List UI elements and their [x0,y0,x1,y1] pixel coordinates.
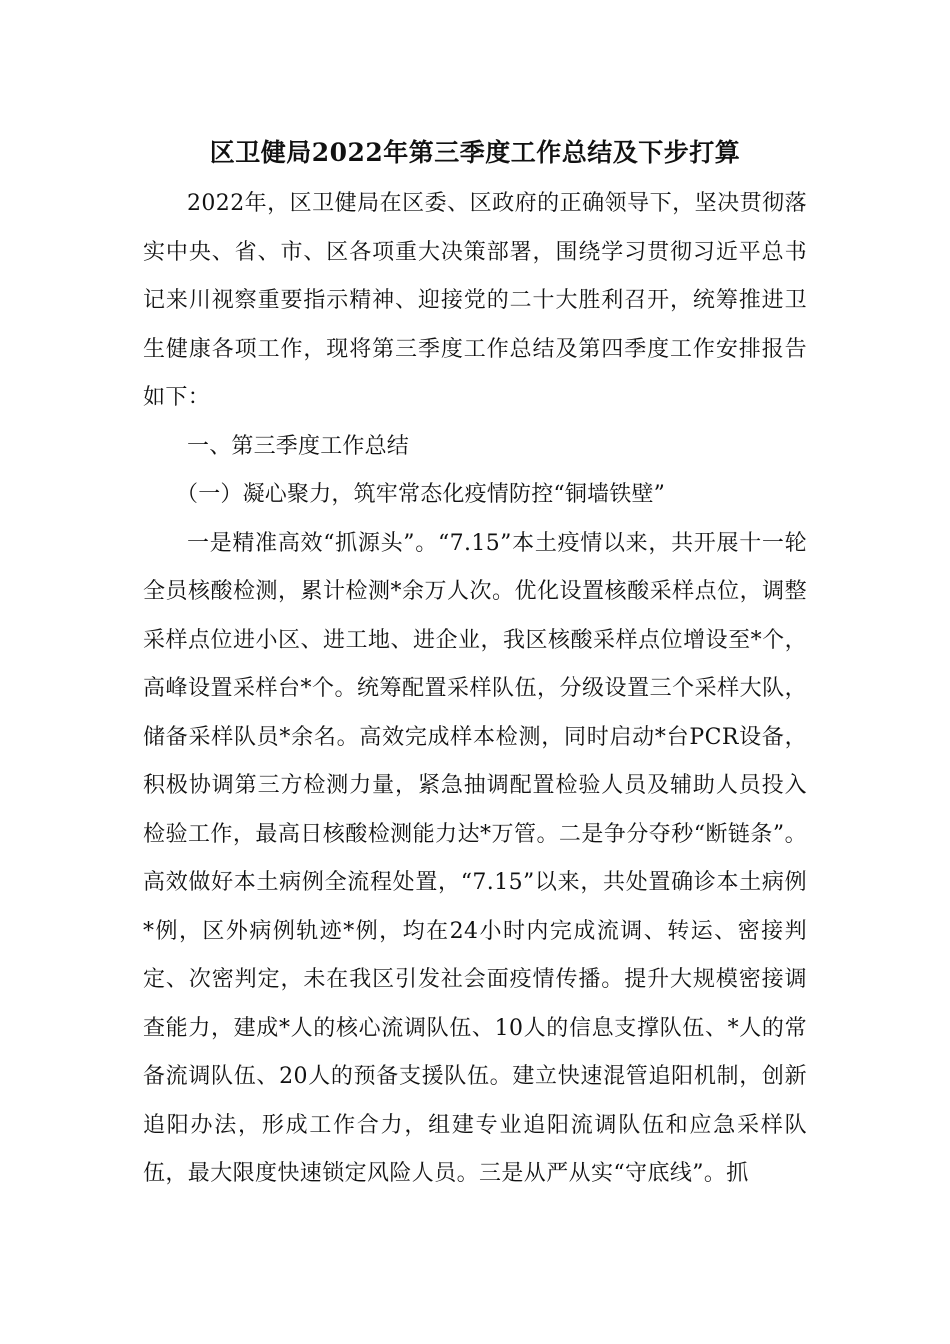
body-paragraph: 一是精准高效“抓源头”。“7.15”本土疫情以来，共开展十一轮全员核酸检测，累计检测*余万人次。优化设置核酸采样点位，调整采样点位进小区、进工地、进企业，我区核酸采样点位增设至*个，高峰设置采样台*个。统筹配置采样队伍，分级设置三个采样大队，储备采样队员*余名。高效完成样本检测，同时启动*台PCR设备，积极协调第三方检测力量，紧急抽调配置检验人员及辅助人员投入检验工作，最高日核酸检测能力达*万管。二是争分夺秒“断链条”。高效做好本土病例全流程处置，“7.15”以来，共处置确诊本土病例*例，区外病例轨迹*例，均在24小时内完成流调、转运、密接判定、次密判定，未在我区引发社会面疫情传播。提升大规模密接调查能力，建成*人的核心流调队伍、10人的信息支撑队伍、*人的常备流调队伍、20人的预备支援队伍。建立快速混管追阳机制，创新追阳办法，形成工作合力，组建专业追阳流调队伍和应急采样队伍，最大限度快速锁定风险人员。三是从严从实“守底线”。抓 [143,530,807,1186]
intro-paragraph: 2022年，区卫健局在区委、区政府的正确领导下，坚决贯彻落实中央、省、市、区各项重大决策部署，围绕学习贯彻习近平总书记来川视察重要指示精神、迎接党的二十大胜利召开，统筹推进卫生健康各项工作，现将第三季度工作总结及第四季度工作安排报告如下： [143,191,807,410]
subsection-heading: （一）凝心聚力，筑牢常态化疫情防控“铜墙铁壁” [176,482,666,507]
document-body [143,180,807,1199]
document-title: 区卫健局2022年第三季度工作总结及下步打算 [209,138,741,167]
section-heading: 一、第三季度工作总结 [187,433,410,459]
